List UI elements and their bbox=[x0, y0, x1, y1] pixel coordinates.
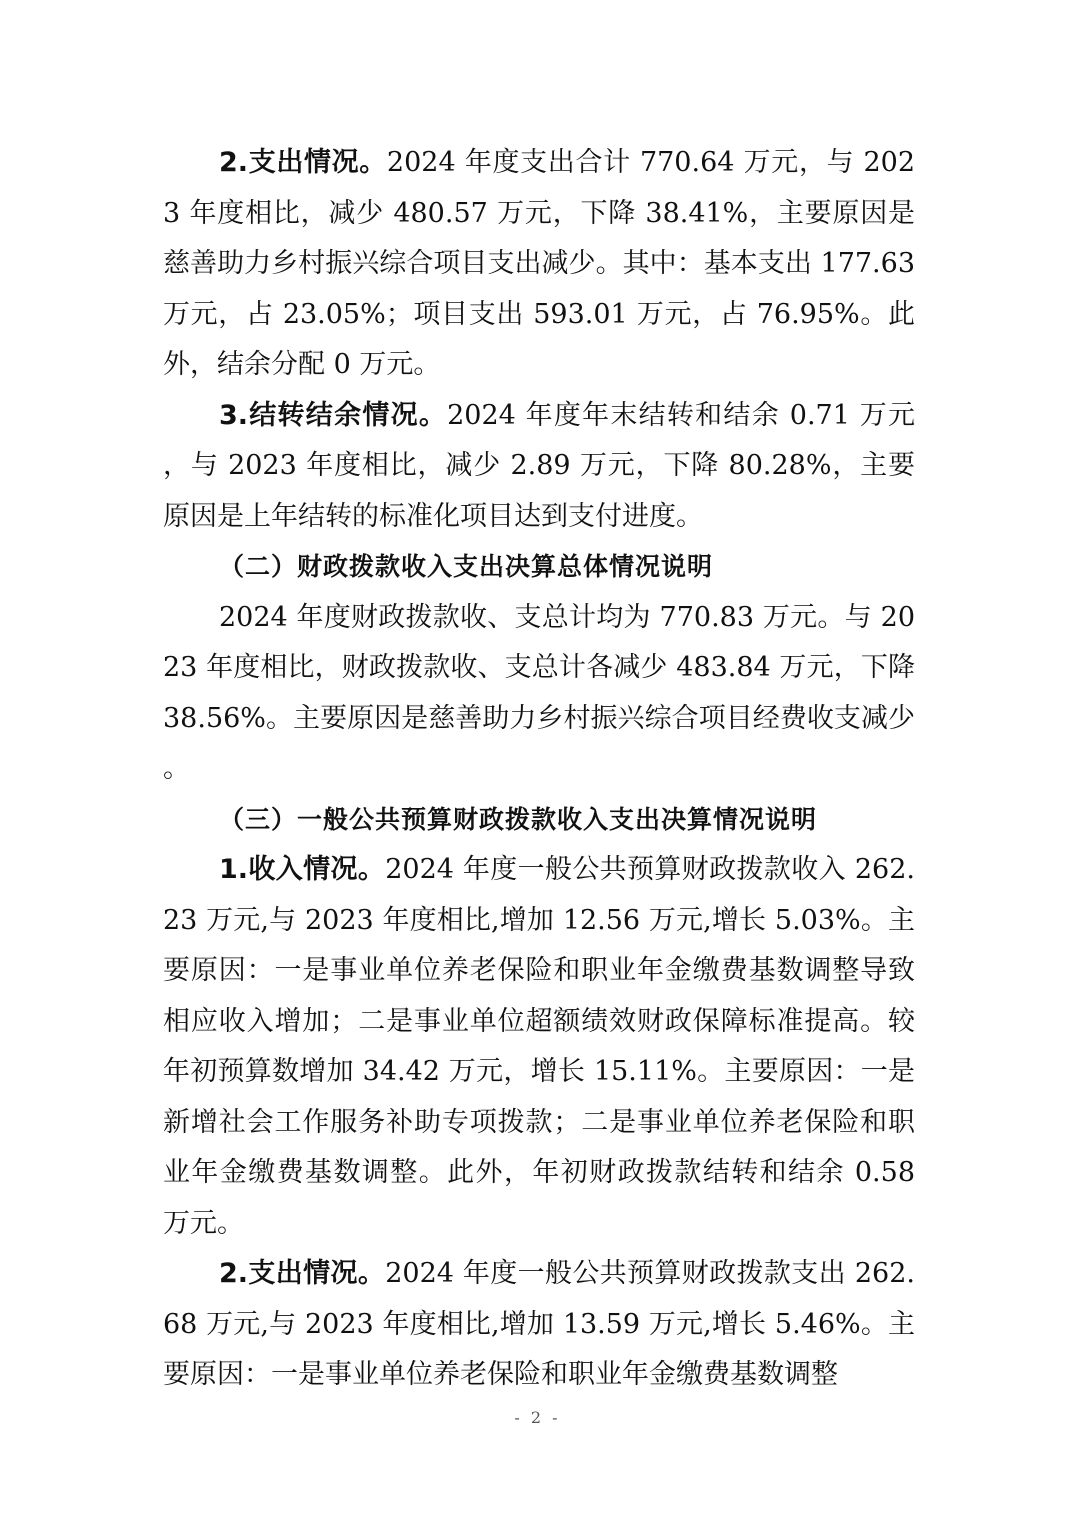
paragraph-text: 2024 年度一般公共预算财政拨款支出 262.68 万元,与 2023 年度相比,增加 13.59 万元,增长 5.46%。主要原因：一是事业单位养老保险和职业年金缴费基数调整 bbox=[163, 1258, 915, 1390]
paragraph-text: 2024 年度支出合计 770.64 万元，与 2023 年度相比，减少 480.57 万元，下降 38.41%，主要原因是慈善助力乡村振兴综合项目支出减少。其中：基本支出 177.63 万元，占 23.05%；项目支出 593.01 万元，占 76.95%。此外，结余分配 0 万元。 bbox=[163, 147, 915, 380]
paragraph-budget-expenditure bbox=[163, 1249, 915, 1401]
paragraph-lead: 2.支出情况。 bbox=[219, 1258, 386, 1289]
paragraph-lead: 2.支出情况。 bbox=[219, 147, 387, 178]
section-heading-general-budget: （三）一般公共预算财政拨款收入支出决算情况说明 bbox=[219, 804, 818, 834]
document-body bbox=[163, 138, 915, 1401]
page-number: - 2 - bbox=[514, 1408, 561, 1427]
paragraph-expenditure bbox=[163, 138, 915, 391]
paragraph-lead: 3.结转结余情况。 bbox=[219, 399, 448, 431]
paragraph-fiscal-overview bbox=[163, 593, 915, 795]
paragraph-text: 2024 年度财政拨款收、支总计均为 770.83 万元。与 2023 年度相比，财政拨款收、支总计各减少 483.84 万元，下降 38.56%。主要原因是慈善助力乡村振兴综合项目经费收支减少。 bbox=[163, 601, 915, 784]
paragraph-text: 2024 年度年末结转和结余 0.71 万元，与 2023 年度相比，减少 2.89 万元，下降 80.28%，主要原因是上年结转的标准化项目达到支付进度。 bbox=[163, 399, 915, 532]
paragraph-text: 2024 年度一般公共预算财政拨款收入 262.23 万元,与 2023 年度相比,增加 12.56 万元,增长 5.03%。主要原因：一是事业单位养老保险和职业年金缴费基数调整导致相应收入增加；二是事业单位超额绩效财政保障标准提高。较年初预算数增加 34.42 万元，增长 15.11%。主要原因：一是新增社会工作服务补助专项拨款；二是事业单位养老保险和职业年金缴费基数调整。此外，年初财政拨款结转和结余 0.58 万元。 bbox=[163, 854, 915, 1239]
paragraph-carryover bbox=[163, 391, 915, 543]
paragraph-lead: 1.收入情况。 bbox=[219, 854, 386, 885]
paragraph-income bbox=[163, 845, 915, 1249]
section-heading-fiscal-overview: （二）财政拨款收入支出决算总体情况说明 bbox=[219, 552, 714, 581]
